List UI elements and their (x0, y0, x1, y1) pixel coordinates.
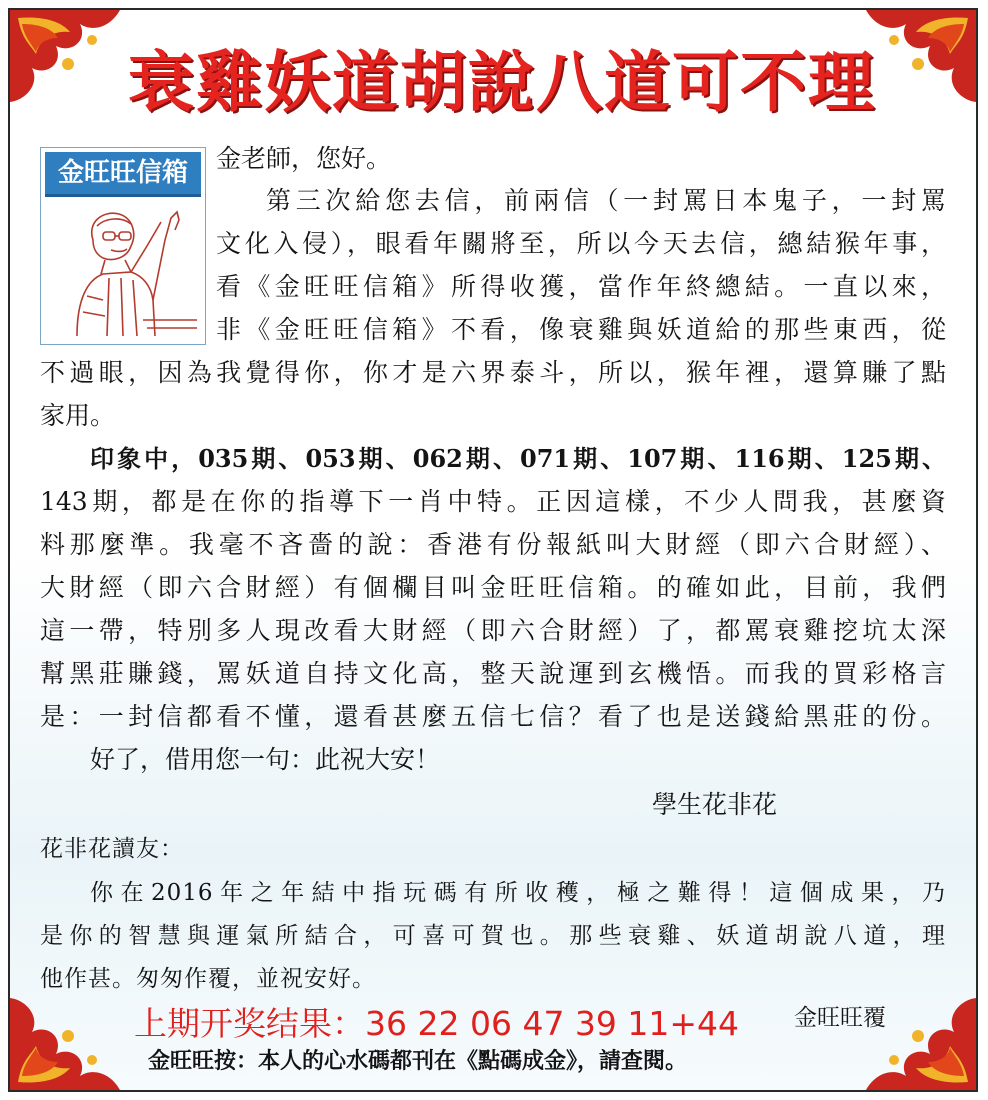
reply-line-1: 你在2016年之年結中指玩碼有所收穫，極之難得！這個成果，乃 (90, 880, 946, 906)
letter-line-11: 大財經（即六合財經）有個欄目叫金旺旺信箱。的確如此，目前，我們 (40, 573, 946, 602)
pointing-man-illustration-icon (47, 200, 199, 338)
letter-line-14: 是：一封信都看不懂，還看甚麼五信七信？看了也是送錢給黑莊的份。 (40, 702, 946, 731)
letter-line-7: 家用。 (40, 401, 116, 430)
letter-line-10: 料那麼準。我毫不吝嗇的說：香港有份報紙叫大財經（即六合財經）、 (40, 530, 946, 559)
letter-line-3: 文化入侵），眼看年關將至，所以今天去信，總結猴年事， (216, 229, 946, 258)
corner-ornament-bottom-left (10, 990, 130, 1090)
letter-line-8: 印象中，035期、053期、062期、071期、107期、116期、125期、 (90, 444, 946, 473)
reply-line-2: 是你的智慧與運氣所結合，可喜可賀也。那些衰雞、妖道胡說八道，理 (40, 923, 946, 949)
corner-ornament-top-left (10, 10, 130, 110)
letter-line-5: 非《金旺旺信箱》不看，像衰雞與妖道給的那些東西，從 (216, 315, 946, 344)
last-draw-results: 上期开奖结果：36 22 06 47 39 11+44 (134, 1004, 740, 1043)
letter-line-4: 看《金旺旺信箱》所得收獲，當作年終總結。一直以來， (216, 272, 946, 301)
letter-line-13: 幫黑莊賺錢，罵妖道自持文化高，整天說運到玄機悟。而我的買彩格言 (40, 659, 946, 688)
footer-note: 金旺旺按：本人的心水碼都刊在《點碼成金》，請查閱。 (148, 1049, 688, 1074)
reply-line-3: 他作甚。匆匆作覆，並祝安好。 (40, 966, 376, 992)
letter-line-9: 143期，都是在你的指導下一肖中特。正因這樣，不少人問我，甚麼資 (40, 487, 946, 516)
letter-line-15: 好了，借用您一句：此祝大安！ (90, 745, 441, 774)
reply-signature: 金旺旺覆 (794, 1005, 886, 1031)
headline: 衰雞妖道胡說八道可不理 (128, 44, 876, 121)
letter-line-6: 不過眼，因為我覺得你，你才是六界泰斗，所以，猴年裡，還算賺了點 (40, 358, 946, 387)
letter-signature: 學生花非花 (652, 790, 778, 819)
column-logo-title: 金旺旺信箱 (45, 152, 201, 197)
letter-line-1: 金老師，您好。 (216, 144, 392, 173)
letter-line-2: 第三次給您去信，前兩信（一封罵日本鬼子，一封罵 (266, 186, 946, 215)
column-logo (40, 147, 206, 345)
article-frame (8, 8, 978, 1092)
reply-salutation: 花非花讀友： (40, 836, 184, 862)
letter-line-12: 這一帶，特別多人現改看大財經（即六合財經）了，都罵衰雞挖坑太深 (40, 616, 946, 645)
